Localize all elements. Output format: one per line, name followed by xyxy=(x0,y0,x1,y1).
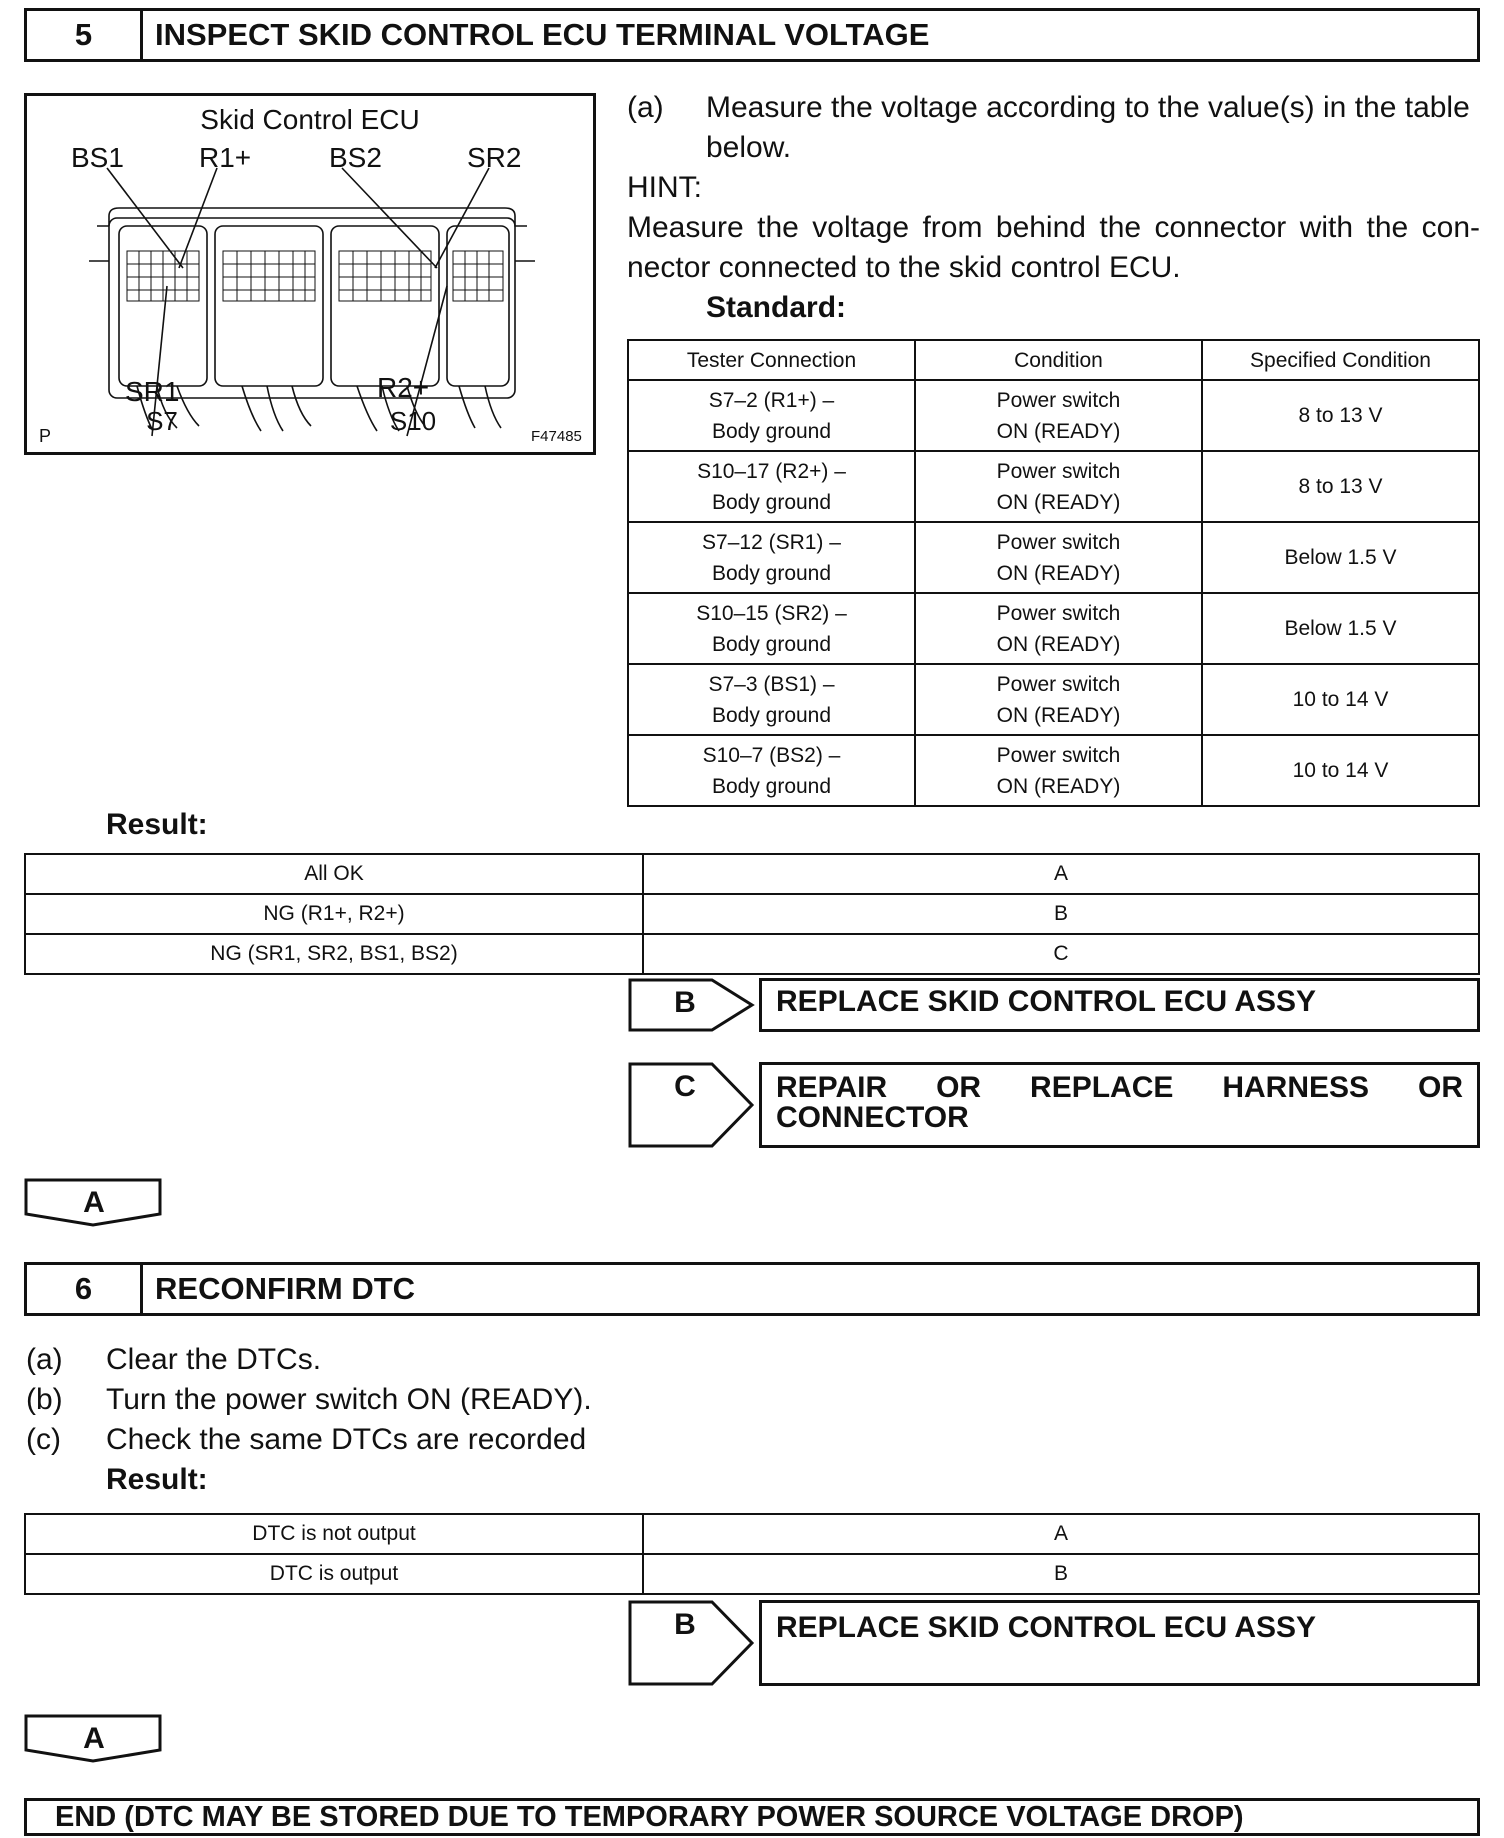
figure-id: F47485 xyxy=(531,428,582,445)
connection-line2: Body ground xyxy=(711,703,832,727)
step6-action-b-text: REPLACE SKID CONTROL ECU ASSY xyxy=(776,1611,1317,1644)
table-row xyxy=(628,380,1479,451)
result-code: A xyxy=(643,1514,1479,1554)
connection-line1: S7–3 (BS1) – xyxy=(708,672,835,696)
hint-line2: nector connected to the skid control ECU. xyxy=(627,251,1181,284)
result-condition: NG (SR1, SR2, BS1, BS2) xyxy=(25,934,643,974)
condition-line2: ON (READY) xyxy=(996,561,1121,585)
action-c-word: HARNESS xyxy=(1222,1071,1370,1104)
instruction-text: Measure the voltage according to the value(s) in the table below. xyxy=(706,91,1470,164)
table-row xyxy=(25,894,1479,934)
step5-action-c-box xyxy=(759,1062,1480,1148)
step6-item-b-text: Turn the power switch ON (READY). xyxy=(106,1383,592,1416)
step5-action-b-box xyxy=(759,978,1480,1032)
condition-line1: Power switch xyxy=(996,743,1121,767)
step6-item-a-text: Clear the DTCs. xyxy=(106,1343,322,1376)
action-c-word: REPAIR xyxy=(776,1071,888,1104)
specified-value: Below 1.5 V xyxy=(1202,522,1479,593)
step6-item-c-text: Check the same DTCs are recorded xyxy=(106,1423,587,1456)
connection-line1: S10–7 (BS2) – xyxy=(702,743,841,767)
specified-value: 10 to 14 V xyxy=(1202,664,1479,735)
action-c-word: REPLACE xyxy=(1030,1071,1174,1104)
hint-line1: Measure the voltage from behind the connector with the con- xyxy=(627,211,1480,244)
header-tester-connection: Tester Connection xyxy=(628,340,915,380)
standard-table xyxy=(627,339,1480,807)
connection-line1: S7–2 (R1+) – xyxy=(708,388,835,412)
step6-action-b-box xyxy=(759,1600,1480,1686)
result-condition: NG (R1+, R2+) xyxy=(25,894,643,934)
step6-header xyxy=(24,1262,1480,1316)
step6-result-table xyxy=(24,1513,1480,1595)
step6-result-label: Result: xyxy=(106,1463,208,1496)
label-r1-plus: R1+ xyxy=(199,142,252,173)
connection-line2: Body ground xyxy=(711,419,832,443)
figure-title: Skid Control ECU xyxy=(200,104,420,135)
condition-line1: Power switch xyxy=(996,388,1121,412)
step6-next-a-label: A xyxy=(83,1722,105,1755)
step6-item-a-marker: (a) xyxy=(26,1343,63,1376)
step5-next-a-label: A xyxy=(83,1186,105,1219)
standard-label: Standard: xyxy=(706,291,847,324)
step6-number: 6 xyxy=(27,1265,143,1313)
table-row xyxy=(25,854,1479,894)
action-c-word: OR xyxy=(936,1071,982,1104)
step5-branch-b-code: B xyxy=(674,986,696,1019)
table-row xyxy=(628,735,1479,806)
condition-line1: Power switch xyxy=(996,601,1121,625)
table-row xyxy=(628,522,1479,593)
step5-number: 5 xyxy=(27,11,143,59)
end-text: END (DTC MAY BE STORED DUE TO TEMPORARY POWER SOURCE VOLTAGE DROP) xyxy=(55,1801,1244,1833)
table-row xyxy=(628,664,1479,735)
step6-item-b-marker: (b) xyxy=(26,1383,63,1416)
table-row xyxy=(25,1554,1479,1594)
condition-line2: ON (READY) xyxy=(996,632,1121,656)
condition-line2: ON (READY) xyxy=(996,419,1121,443)
specified-value: 8 to 13 V xyxy=(1202,380,1479,451)
table-row xyxy=(628,593,1479,664)
hint-label: HINT: xyxy=(627,171,702,204)
result-code: A xyxy=(643,854,1479,894)
step5-action-b-text: REPLACE SKID CONTROL ECU ASSY xyxy=(776,985,1317,1018)
condition-line1: Power switch xyxy=(996,672,1121,696)
label-r2-plus: R2+ xyxy=(377,372,430,403)
table-row xyxy=(628,451,1479,522)
step5-result-label: Result: xyxy=(106,808,208,841)
header-specified-condition: Specified Condition xyxy=(1202,340,1479,380)
table-row xyxy=(25,1514,1479,1554)
condition-line1: Power switch xyxy=(996,530,1121,554)
connection-line1: S7–12 (SR1) – xyxy=(702,530,841,554)
connection-line2: Body ground xyxy=(711,561,832,585)
condition-line1: Power switch xyxy=(996,459,1121,483)
result-condition: DTC is not output xyxy=(25,1514,643,1554)
result-code: B xyxy=(643,894,1479,934)
connection-line2: Body ground xyxy=(711,632,832,656)
end-box xyxy=(24,1798,1480,1836)
step5-action-c-line1 xyxy=(776,1073,1463,1103)
label-bs1: BS1 xyxy=(71,142,124,173)
specified-value: 10 to 14 V xyxy=(1202,735,1479,806)
result-condition: All OK xyxy=(25,854,643,894)
label-sr1: SR1 xyxy=(125,376,180,407)
specified-value: 8 to 13 V xyxy=(1202,451,1479,522)
step6-title: RECONFIRM DTC xyxy=(155,1271,416,1306)
connector-s7-label: S7 xyxy=(146,406,178,436)
label-bs2: BS2 xyxy=(329,142,382,173)
table-row xyxy=(25,934,1479,974)
action-c-word: OR xyxy=(1418,1071,1463,1104)
label-sr2: SR2 xyxy=(467,142,522,173)
condition-line2: ON (READY) xyxy=(996,490,1121,514)
connection-line2: Body ground xyxy=(711,490,832,514)
step5-header xyxy=(24,8,1480,62)
step6-branch-b-code: B xyxy=(674,1608,696,1641)
step5-branch-c-code: C xyxy=(674,1070,696,1103)
connection-line2: Body ground xyxy=(711,774,832,798)
figure-corner-letter: P xyxy=(39,426,52,446)
result-code: B xyxy=(643,1554,1479,1594)
specified-value: Below 1.5 V xyxy=(1202,593,1479,664)
connection-line1: S10–15 (SR2) – xyxy=(696,601,847,625)
connector-s10-label: S10 xyxy=(389,406,437,436)
step5-result-table xyxy=(24,853,1480,975)
result-condition: DTC is output xyxy=(25,1554,643,1594)
result-code: C xyxy=(643,934,1479,974)
step6-item-c-marker: (c) xyxy=(26,1423,61,1456)
connection-line1: S10–17 (R2+) – xyxy=(697,459,846,483)
condition-line2: ON (READY) xyxy=(996,703,1121,727)
instruction-marker: (a) xyxy=(627,91,664,124)
step5-title: INSPECT SKID CONTROL ECU TERMINAL VOLTAGE xyxy=(155,17,930,52)
header-condition: Condition xyxy=(915,340,1202,380)
condition-line2: ON (READY) xyxy=(996,774,1121,798)
step5-action-c-line2: CONNECTOR xyxy=(776,1101,969,1134)
ecu-figure xyxy=(24,93,596,455)
